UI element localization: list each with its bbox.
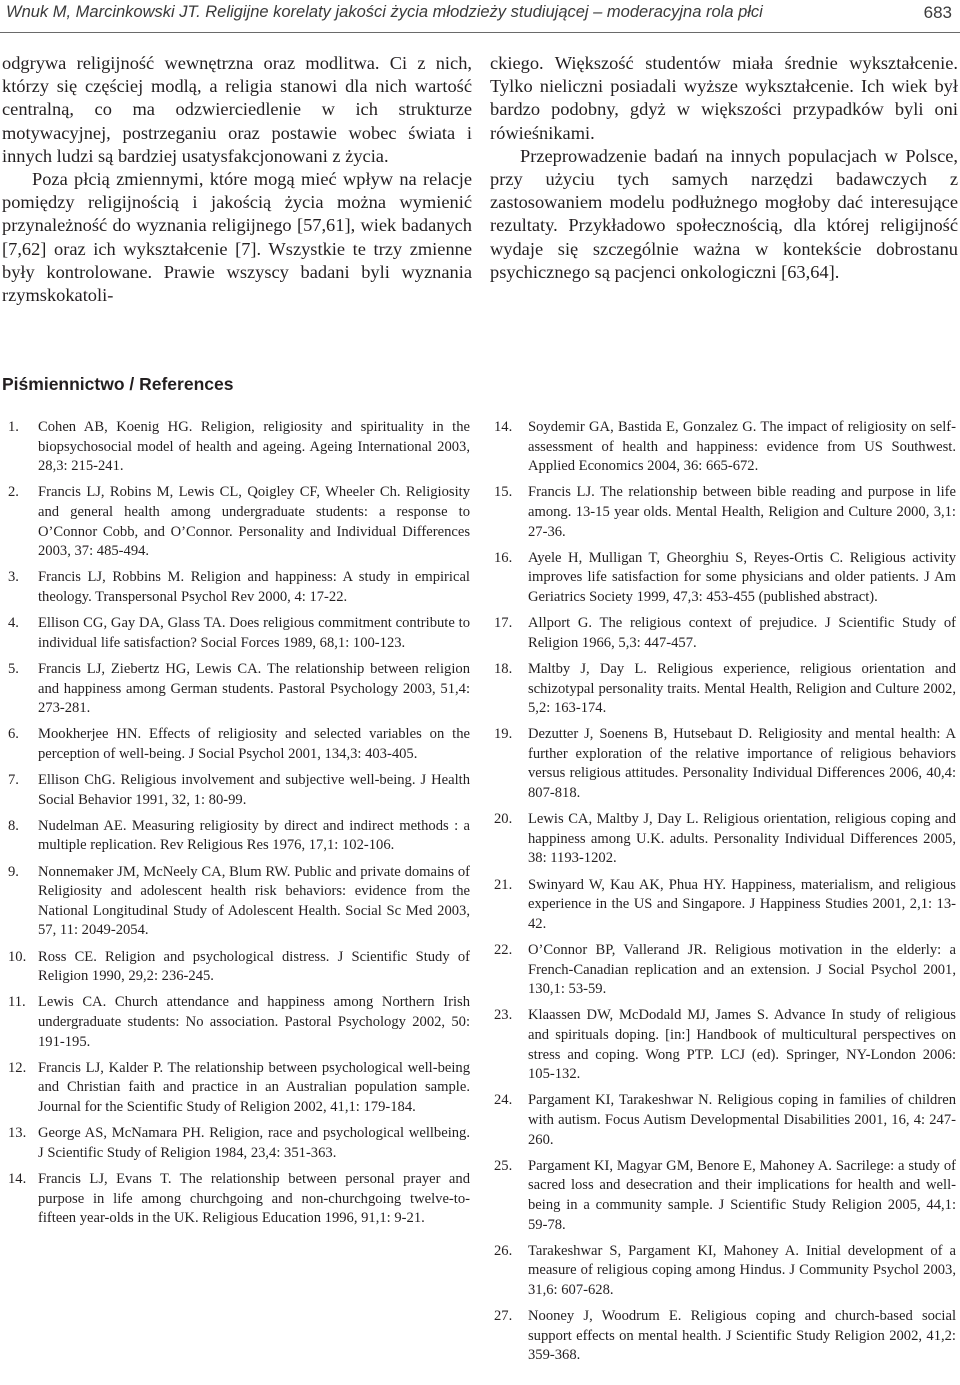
reference-item: [8, 660, 470, 719]
references-list-right: [494, 418, 956, 1372]
reference-number: 24.: [494, 1092, 513, 1109]
reference-number: 11.: [8, 994, 26, 1011]
reference-text: Francis LJ, Ziebertz HG, Lewis CA. The relationship between religion and happiness among German students. Pastoral Psychology 2003, 51,4: 273-281.: [38, 660, 470, 717]
body-paragraph: Poza płcią zmiennymi, które mogą mieć wpływ na relacje pomiędzy religijnością i jakością życia można wymienić przynależność do wyznania religijnego [57,61], wiek badanych [7,62] oraz ich wykształcenie [7]. Wszystkie te trzy zmienne były kontrolowane. Prawie wszyscy badani byli wyznania rzymskokatoli-: [2, 169, 472, 306]
reference-number: 3.: [8, 569, 19, 586]
reference-item: [494, 418, 956, 477]
reference-item: [8, 1059, 470, 1118]
reference-item: [494, 810, 956, 869]
reference-text: Lewis CA, Maltby J, Day L. Religious orientation, religious coping and happiness among U.K. adults. Personality Individual Differences 2005, 38: 1193-1202.: [528, 811, 956, 867]
reference-text: Ayele H, Mulligan T, Gheorghiu S, Reyes-Ortis C. Religious activity improves life satisfaction for some physicians and older patients. J Am Geriatrics Society 1999, 47,3: 453-455 (published abstract).: [528, 549, 956, 605]
reference-text: Nudelman AE. Measuring religiosity by direct and indirect methods : a multiple replication. Rev Religious Res 1976, 17,1: 102-106.: [38, 817, 470, 854]
reference-item: [494, 1157, 956, 1235]
reference-text: Klaassen DW, McDodald MJ, James S. Advance In study of religious and spirituals doping. [in:] Handbook of multicultural perspectives on stress and coping. Wong PTP. LCJ (ed). Springer, NY-London 2006: 105-132.: [528, 1007, 956, 1083]
reference-text: Lewis CA. Church attendance and happiness among Northern Irish undergraduate students: No association. Pastoral Psychology 2002, 50: 191-195.: [38, 994, 470, 1050]
body-column-right: [490, 52, 958, 284]
reference-text: Nonnemaker JM, McNeely CA, Blum RW. Public and private domains of Religiosity and adolescent health risk behaviors: evidence from the National Longitudinal Study of Adolescent Health. Social Sc Med 2003, 57, 11: 2049-2054.: [38, 863, 470, 939]
reference-text: Tarakeshwar S, Pargament KI, Mahoney A. Initial development of a measure of religious coping among Hindus. J Community Psychol 2003, 31,6: 607-628.: [528, 1242, 956, 1298]
reference-item: [8, 614, 470, 653]
reference-text: Pargament KI, Magyar GM, Benore E, Mahoney A. Sacrilege: a study of sacred loss and desecration and their implications for health and well-being in a community sample. J Scientific Study Religion 2005, 44,1: 59-78.: [528, 1157, 956, 1233]
reference-text: Francis LJ, Evans T. The relationship between personal prayer and purpose in life among churchgoing and non-churchgoing twelve-to-fifteen year-olds in the UK. Religious Education 1996, 91,1: 9-21.: [38, 1170, 470, 1227]
reference-number: 23.: [494, 1007, 513, 1024]
reference-number: 13.: [8, 1125, 27, 1142]
reference-number: 15.: [494, 484, 513, 501]
body-column-left: [2, 52, 472, 307]
reference-number: 19.: [494, 726, 513, 743]
reference-number: 22.: [494, 942, 513, 958]
body-paragraph: odgrywa religijność wewnętrzna oraz modlitwa. Ci z nich, którzy się częściej modlą, a religia stanowi dla nich wartość centralną, co ma odzwierciedlenie w ich strukturze motywacyjnej, postrzeganiu oraz postawie wobec świata i innych ludzi są bardziej usatysfakcjonowani z życia.: [2, 53, 472, 166]
reference-number: 21.: [494, 876, 513, 893]
reference-item: [494, 549, 956, 608]
page-number: 683: [923, 3, 952, 22]
reference-text: Allport G. The religious context of prejudice. J Scientific Study of Religion 1966, 5,3: 447-457.: [528, 615, 956, 651]
reference-text: Cohen AB, Koenig HG. Religion, religiosity and spirituality in the biopsychosocial model of health and ageing. Ageing International 2003, 28,3: 215-241.: [38, 419, 470, 475]
reference-item: [8, 1124, 470, 1163]
reference-number: 14.: [494, 419, 513, 435]
reference-item: [8, 725, 470, 764]
reference-number: 17.: [494, 615, 513, 632]
reference-item: [8, 771, 470, 810]
header-divider: [0, 32, 960, 33]
reference-text: Ellison ChG. Religious involvement and subjective well-being. J Health Social Behavior 1991, 32, 1: 80-99.: [38, 772, 470, 808]
running-header: [0, 0, 960, 40]
reference-number: 5.: [8, 660, 19, 677]
reference-number: 7.: [8, 772, 19, 789]
references-list-left: [8, 418, 470, 1235]
reference-number: 9.: [8, 863, 19, 880]
reference-item: [8, 863, 470, 941]
reference-item: [494, 1242, 956, 1301]
reference-number: 27.: [494, 1308, 513, 1325]
reference-text: Nooney J, Woodrum E. Religious coping and church-based social support effects on mental health. J Scientific Study Religion 2002, 41,2: 359-368.: [528, 1308, 956, 1364]
reference-text: Francis LJ, Kalder P. The relationship between psychological well-being and Christian faith and practice in an Australian population sample. Journal for the Scientific Study of Religion 2002, 41,1: 179-184.: [38, 1059, 470, 1115]
reference-text: Soydemir GA, Bastida E, Gonzalez G. The impact of religiosity on self-assessment of health and happiness: evidence from US Southwest. Applied Economics 2004, 36: 665-672.: [528, 419, 956, 475]
reference-number: 12.: [8, 1059, 27, 1076]
reference-item: [8, 817, 470, 856]
reference-number: 16.: [494, 549, 513, 566]
reference-number: 20.: [494, 811, 513, 828]
reference-item: [494, 941, 956, 1000]
reference-item: [494, 660, 956, 719]
reference-text: Ellison CG, Gay DA, Glass TA. Does religious commitment contribute to individual life satisfaction? Social Forces 1989, 68,1: 100-123.: [38, 615, 470, 651]
reference-number: 2.: [8, 484, 19, 501]
reference-number: 6.: [8, 726, 19, 743]
reference-number: 1.: [8, 419, 19, 435]
reference-item: [494, 1091, 956, 1150]
reference-number: 10.: [8, 948, 27, 965]
reference-item: [494, 1307, 956, 1366]
reference-item: [8, 993, 470, 1052]
reference-text: O’Connor BP, Vallerand JR. Religious motivation in the elderly: a French-Canadian replication and an extension. J Social Psychol 2001, 130,1: 53-59.: [528, 942, 956, 998]
reference-number: 14.: [8, 1170, 27, 1187]
reference-number: 18.: [494, 660, 513, 677]
reference-text: Francis LJ. The relationship between bible reading and purpose in life among. 13-15 year olds. Mental Health, Religion and Culture 2000, 3,1: 27-36.: [528, 484, 956, 540]
reference-text: Dezutter J, Soenens B, Hutsebaut D. Religiosity and mental health: A further exploration of the relative importance of religious behaviors versus religious attitudes. Personality Individual Differences 2006, 40,4: 807-818.: [528, 726, 956, 802]
reference-text: Francis LJ, Robbins M. Religion and happiness: A study in empirical theology. Transpersonal Psychol Rev 2000, 4: 17-22.: [38, 569, 470, 605]
reference-text: Ross CE. Religion and psychological distress. J Scientific Study of Religion 1990, 29,2: 236-245.: [38, 948, 470, 985]
reference-text: Maltby J, Day L. Religious experience, religious orientation and schizotypal personality traits. Mental Health, Religion and Culture 2002, 5,2: 163-174.: [528, 660, 956, 717]
references-heading: Piśmiennictwo / References: [2, 374, 234, 394]
reference-number: 25.: [494, 1157, 513, 1174]
reference-item: [494, 483, 956, 542]
running-title: Wnuk M, Marcinkowski JT. Religijne korelaty jakości życia młodzieży studiującej – moderacyjna rola płci: [6, 3, 763, 21]
reference-text: Mookherjee HN. Effects of religiosity and selected variables on the perception of well-being. J Social Psychol 2001, 134,3: 403-405.: [38, 726, 470, 762]
reference-text: George AS, McNamara PH. Religion, race and psychological wellbeing. J Scientific Study of Religion 1984, 23,4: 351-363.: [38, 1125, 470, 1161]
reference-item: [8, 1170, 470, 1229]
reference-item: [494, 876, 956, 935]
reference-item: [8, 483, 470, 561]
reference-text: Francis LJ, Robins M, Lewis CL, Qoigley CF, Wheeler Ch. Religiosity and general health among undergraduate students: a response to O’Connor Cobb, and O’Connor. Personality and Individual Differences 2003, 37: 485-494.: [38, 484, 470, 560]
reference-item: [8, 948, 470, 987]
reference-item: [494, 725, 956, 803]
reference-number: 26.: [494, 1242, 513, 1259]
reference-item: [8, 568, 470, 607]
body-paragraph: ckiego. Większość studentów miała średnie wykształcenie. Tylko nieliczni posiadali wyższe wykształcenie. Ich wiek był bardzo podobny, gdyż w większości przypadków byli oni rówieśnikami.: [490, 53, 958, 143]
reference-number: 4.: [8, 615, 19, 632]
reference-item: [8, 418, 470, 477]
body-paragraph: Przeprowadzenie badań na innych populacjach w Polsce, przy użyciu tych samych narzędzi badawczych z zastosowaniem modelu podłużnego mogłoby dać interesujące rezultaty. Przykładowo społecznością, dla której religijność wydaje się szczególnie ważna w kontekście dobrostanu psychicznego są pacjenci onkologiczni [63,64].: [490, 145, 958, 282]
reference-text: Pargament KI, Tarakeshwar N. Religious coping in families of children with autism. Focus Autism Developmental Disabilities 2001, 16, 4: 247-260.: [528, 1092, 956, 1148]
reference-text: Swinyard W, Kau AK, Phua HY. Happiness, materialism, and religious experience in the US and Singapore. J Happiness Studies 2001, 2,1: 13-42.: [528, 876, 956, 932]
reference-item: [494, 1006, 956, 1084]
reference-item: [494, 614, 956, 653]
reference-number: 8.: [8, 817, 19, 834]
